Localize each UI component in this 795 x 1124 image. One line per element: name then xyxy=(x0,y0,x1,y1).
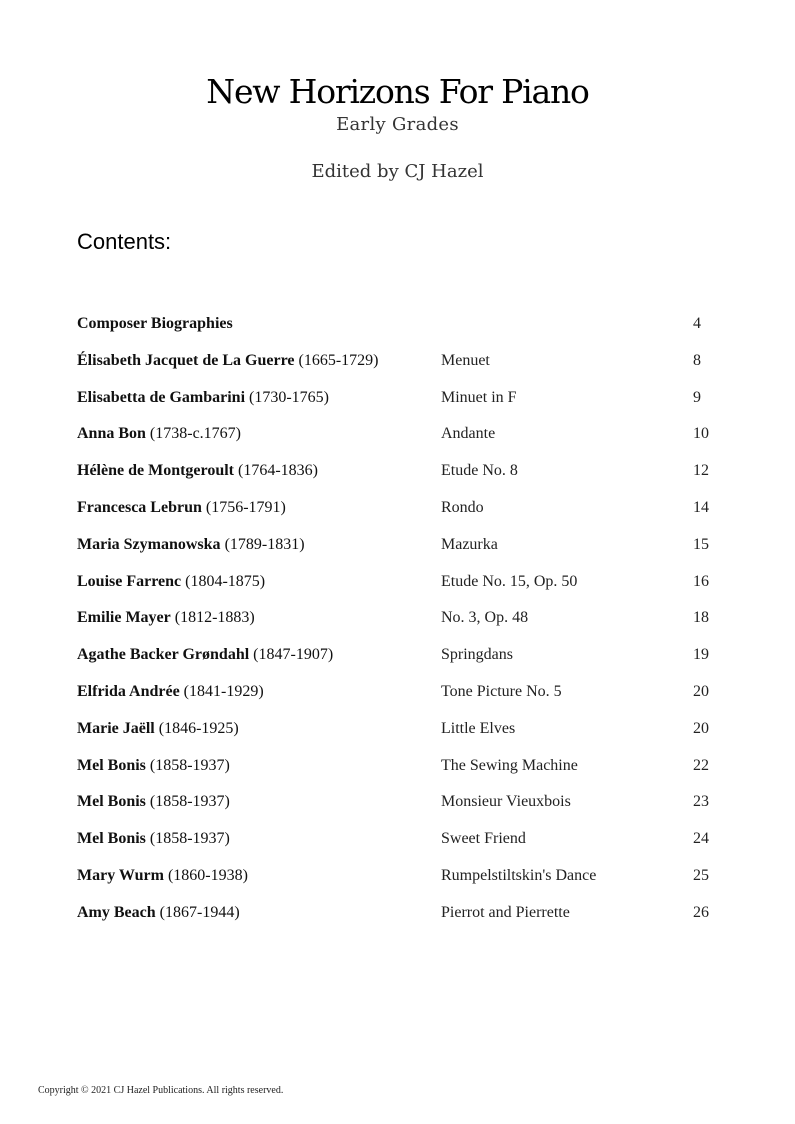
toc-composer xyxy=(77,423,241,445)
piece-title: Menuet xyxy=(441,351,490,369)
composer-dates: (1730-1765) xyxy=(249,388,329,406)
piece-title: Monsieur Vieuxbois xyxy=(441,793,571,811)
page-number: 8 xyxy=(693,351,701,369)
composer-name: Mary Wurm xyxy=(77,866,164,884)
toc-entry xyxy=(77,865,737,902)
composer-name: Composer Biographies xyxy=(77,315,233,332)
toc-composer xyxy=(77,387,329,409)
toc-entry xyxy=(77,718,737,755)
toc-entry xyxy=(77,902,737,939)
toc-entry xyxy=(77,607,737,644)
composer-dates: (1847-1907) xyxy=(253,646,334,664)
composer-dates: (1858-1937) xyxy=(149,793,230,811)
toc-entry xyxy=(77,423,737,460)
piece-title: No. 3, Op. 48 xyxy=(441,609,529,627)
composer-dates: (1804-1875) xyxy=(185,572,266,590)
composer-name: Emilie Mayer xyxy=(77,609,171,627)
composer-dates: (1867-1944) xyxy=(159,903,240,921)
contents-heading: Contents: xyxy=(77,229,172,254)
page-number: 25 xyxy=(693,866,709,884)
toc-entry xyxy=(77,313,737,350)
piece-title: Etude No. 15, Op. 50 xyxy=(441,572,578,590)
piece-title: Pierrot and Pierrette xyxy=(441,903,570,921)
piece-title: Etude No. 8 xyxy=(441,462,518,480)
piece-title: Minuet in F xyxy=(441,388,517,406)
composer-name: Élisabeth Jacquet de La Guerre xyxy=(77,351,295,369)
composer-name: Anna Bon xyxy=(77,425,146,443)
toc-composer xyxy=(77,865,248,887)
piece-title: Mazurka xyxy=(441,535,498,553)
toc-composer xyxy=(77,534,305,556)
piece-title: Little Elves xyxy=(441,719,516,737)
composer-name: Louise Farrenc xyxy=(77,572,182,590)
composer-dates: (1756-1791) xyxy=(205,498,286,516)
composer-name: Mel Bonis xyxy=(77,756,146,774)
page-number: 14 xyxy=(693,498,709,516)
piece-title: Springdans xyxy=(441,646,513,664)
page-number: 18 xyxy=(693,609,709,627)
toc-composer xyxy=(77,791,230,813)
composer-name: Amy Beach xyxy=(77,903,156,921)
book-title: New Horizons For Piano xyxy=(206,72,589,111)
composer-name: Hélène de Montgeroult xyxy=(77,462,235,480)
piece-title: Andante xyxy=(441,425,496,443)
composer-name: Elisabetta de Gambarini xyxy=(77,388,246,406)
page-number: 20 xyxy=(693,719,709,737)
piece-title: The Sewing Machine xyxy=(441,756,578,774)
composer-name: Mel Bonis xyxy=(77,830,146,848)
toc-entry xyxy=(77,387,737,424)
toc-composer xyxy=(77,902,240,924)
page-number: 23 xyxy=(693,793,709,811)
composer-dates: (1789-1831) xyxy=(224,535,305,553)
piece-title: Sweet Friend xyxy=(441,830,526,848)
copyright-notice: Copyright © 2021 CJ Hazel Publications. All rights reserved. xyxy=(38,1085,284,1096)
toc-composer xyxy=(77,607,255,629)
page-number: 24 xyxy=(693,830,709,848)
toc-entry xyxy=(77,534,737,571)
book-subtitle: Early Grades xyxy=(336,114,459,135)
toc-entry xyxy=(77,791,737,828)
toc-entry xyxy=(77,497,737,534)
page-number: 15 xyxy=(693,535,709,553)
composer-dates: (1858-1937) xyxy=(149,756,230,774)
toc-entry xyxy=(77,350,737,387)
composer-dates: (1665-1729) xyxy=(298,351,379,369)
toc-composer xyxy=(77,350,378,372)
composer-dates: (1860-1938) xyxy=(167,866,248,884)
toc-composer xyxy=(77,313,233,335)
toc-composer xyxy=(77,571,265,593)
toc-composer xyxy=(77,681,264,703)
composer-name: Marie Jaëll xyxy=(77,719,155,737)
composer-name: Maria Szymanowska xyxy=(77,535,221,553)
toc-entry xyxy=(77,460,737,497)
toc-composer xyxy=(77,644,333,666)
toc-entry xyxy=(77,571,737,608)
composer-dates: (1738-c.1767) xyxy=(149,425,242,443)
page-number: 19 xyxy=(693,646,709,664)
composer-name: Elfrida Andrée xyxy=(77,682,180,700)
toc-composer xyxy=(77,828,230,850)
toc-composer xyxy=(77,755,230,777)
editor-credit: Edited by CJ Hazel xyxy=(311,161,484,182)
toc-composer xyxy=(77,497,286,519)
toc-entry xyxy=(77,755,737,792)
toc-entry xyxy=(77,828,737,865)
page-number: 20 xyxy=(693,682,709,700)
composer-dates: (1764-1836) xyxy=(238,462,318,480)
page-number: 22 xyxy=(693,756,709,774)
composer-name: Mel Bonis xyxy=(77,793,146,811)
piece-title: Tone Picture No. 5 xyxy=(441,682,562,700)
composer-dates: (1858-1937) xyxy=(149,830,230,848)
page-number: 16 xyxy=(693,572,709,590)
page-number: 9 xyxy=(693,388,701,406)
piece-title: Rumpelstiltskin's Dance xyxy=(441,866,597,884)
toc-composer xyxy=(77,460,318,482)
table-of-contents xyxy=(77,313,737,939)
toc-entry xyxy=(77,681,737,718)
toc-composer xyxy=(77,718,239,740)
composer-name: Agathe Backer Grøndahl xyxy=(77,646,250,664)
page-number: 4 xyxy=(693,315,701,332)
composer-dates: (1812-1883) xyxy=(174,609,255,627)
page-number: 12 xyxy=(693,462,709,480)
page-number: 26 xyxy=(693,903,709,921)
toc-entry xyxy=(77,644,737,681)
composer-dates: (1841-1929) xyxy=(183,682,264,700)
composer-name: Francesca Lebrun xyxy=(77,498,202,516)
page-number: 10 xyxy=(693,425,709,443)
composer-dates: (1846-1925) xyxy=(158,719,239,737)
piece-title: Rondo xyxy=(441,498,484,516)
